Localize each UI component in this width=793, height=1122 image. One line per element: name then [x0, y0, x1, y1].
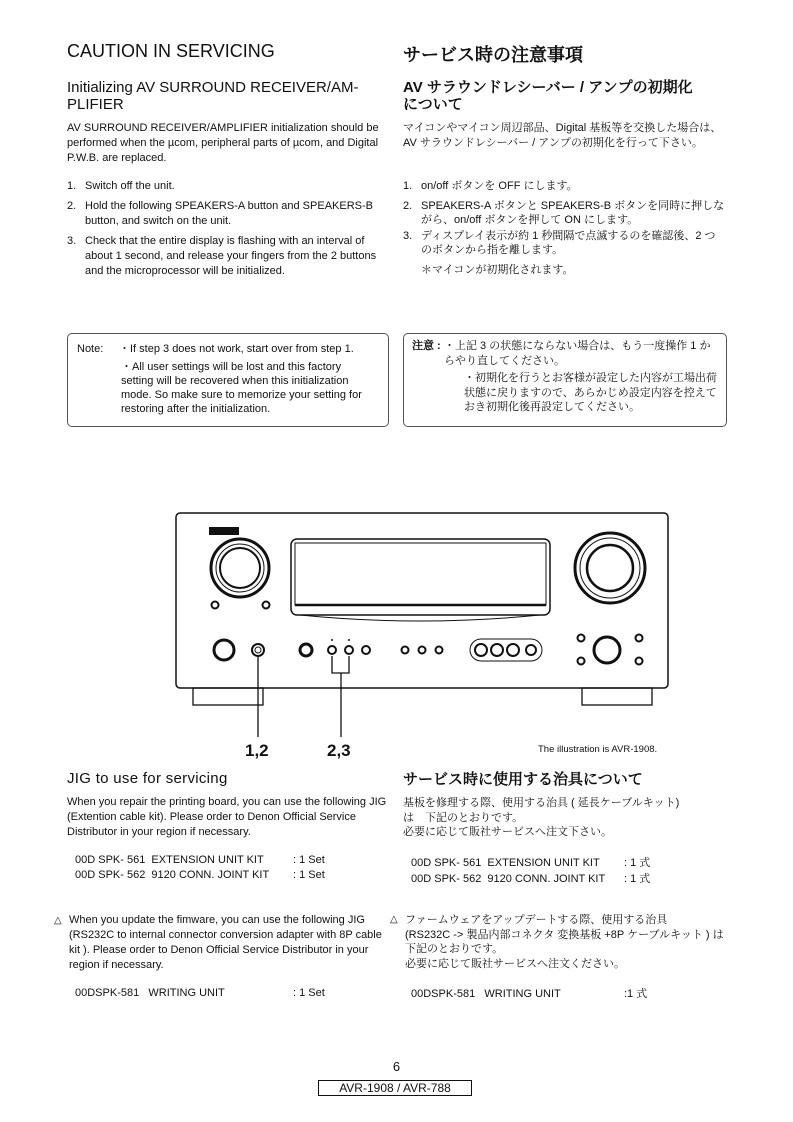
step-text: ディスプレイ表示が約 1 秒間隔で点滅するのを確認後、2 つのボタンから指を離します。 [421, 229, 716, 256]
page-number: 6 [392, 1059, 401, 1074]
kit-item [75, 853, 325, 868]
kit-item [411, 987, 647, 1002]
kit-item [411, 871, 650, 887]
steps-list [67, 179, 389, 284]
kit-qty: : 1 式 [624, 873, 651, 885]
note-item: ・All user settings will be lost and this factory setting will be recovered when this initialization mode. So make sure to memorize your setting for restoring after the initialization. [121, 361, 362, 415]
firmware-note-ja [390, 913, 728, 971]
note-item: ・If step 3 does not work, start over from step 1. [119, 343, 354, 355]
subtitle-line: Initializing AV SURROUND RECEIVER/AM- [67, 79, 359, 96]
steps-list-ja [403, 179, 725, 277]
step-text: on/off ボタンを OFF にします。 [421, 180, 578, 192]
kit-code: 00D SPK- 562 9120 CONN. JOINT KIT [75, 869, 270, 881]
kit-code: 00D SPK- 561 EXTENSION UNIT KIT [411, 857, 600, 869]
kit-qty: : 1 Set [293, 869, 325, 881]
kit-list [75, 853, 325, 883]
callout-label: 1,2 [245, 741, 269, 760]
subtitle-line: AV サラウンドレシーバー / アンプの初期化 [403, 79, 693, 96]
step-item [67, 234, 389, 279]
step-item [403, 179, 725, 194]
step-text: SPEAKERS-A ボタンと SPEAKERS-B ボタンを同時に押しながら、on/off ボタンを押して ON にします。 [421, 199, 725, 226]
step-number: 2. [67, 200, 77, 212]
section-title: CAUTION IN SERVICING [67, 41, 275, 61]
step-number: 1. [67, 180, 77, 192]
subtitle-line: について [403, 96, 463, 113]
step-item [403, 199, 725, 228]
denon-logo [209, 527, 239, 535]
text-line: (RS232C -> 製品内部コネクタ 変換基板 +8P ケーブルキット ) は下記のとおりです。 [405, 928, 724, 955]
note-item: ・上記 3 の状態にならない場合は、もう一度操作 1 からやり直してください。 [444, 340, 711, 367]
step-text: Check that the entire display is flashing with an interval of about 1 second, and release your fingers from the 2 buttons and the microprocessor will be initialized. [85, 235, 377, 277]
step-number: 1. [403, 180, 413, 192]
callout-lines [258, 656, 349, 737]
subsection-title [67, 79, 397, 113]
volume-knob [575, 533, 645, 603]
step-text: Switch off the unit. [85, 180, 175, 192]
step-number: 3. [403, 229, 413, 242]
intro-paragraph: AV SURROUND RECEIVER/AMPLIFIER initialization should be performed when the µcom, peripheral parts of µcom, and Digital P.W.B. are replaced. [67, 122, 379, 164]
intro-paragraph-ja: マイコンやマイコン周辺部品、Digital 基板等を交換した場合は、AV サラウンドレシーバー / アンプの初期化を行って下さい。 [403, 122, 722, 149]
kit-item [411, 855, 650, 871]
kit-code: 00D SPK- 561 EXTENSION UNIT KIT [75, 854, 264, 866]
kit-qty: : 1 Set [293, 987, 325, 999]
firmware-note [54, 913, 390, 973]
step-number: 3. [67, 235, 77, 247]
step-text: Hold the following SPEAKERS-A button and SPEAKERS-B button, and switch on the unit. [85, 200, 373, 227]
jig-paragraph: When you repair the printing board, you can use the following JIG (Extention cable kit). Please order to Denon Official Service Distributor in your region if necessary. [67, 796, 387, 838]
kit-code: 00DSPK-581 WRITING UNIT [75, 987, 225, 999]
receiver-foot [582, 688, 652, 705]
model-label: AVR-1908 / AVR-788 [318, 1080, 472, 1096]
kit-qty: : 1 Set [293, 854, 325, 866]
receiver-foot [193, 688, 263, 705]
kit-code: 00DSPK-581 WRITING UNIT [411, 988, 561, 1000]
text-line: 基板を修理する際、使用する治具 ( 延長ケーブルキット) [403, 797, 680, 809]
display-window [291, 539, 550, 621]
note-box-ja [403, 333, 727, 427]
text-line: ファームウェアをアップデートする際、使用する治具 [405, 914, 668, 926]
kit-code: 00D SPK- 562 9120 CONN. JOINT KIT [411, 873, 606, 885]
note-item: ・初期化を行うとお客様が設定した内容が工場出荷状態に戻りますので、あらかじめ設定内容を控えておき初期化後再設定してください。 [464, 372, 717, 413]
step-item [67, 179, 389, 194]
subtitle-line: PLIFIER [67, 96, 124, 113]
subsection-title-ja [403, 79, 733, 113]
step-item [403, 229, 725, 258]
kit-qty: :1 式 [624, 988, 648, 1000]
text-line: 必要に応じて販社サービスへ注文下さい。 [403, 826, 612, 838]
step-item [67, 199, 389, 229]
firmware-paragraph: When you update the fimware, you can use the following JIG (RS232C to internal connector conversion adapter with 8P cable kit ). Please order to Denon Official Service Distributor in your region if necessary. [69, 914, 382, 971]
note-box [67, 333, 389, 427]
callout-label: 2,3 [327, 741, 351, 760]
text-line: 必要に応じて販社サービスへ注文ください。 [405, 957, 625, 970]
receiver-illustration [170, 505, 680, 765]
warning-triangle-icon: △ [54, 915, 62, 926]
note-label: 注意 : [412, 340, 441, 352]
jig-paragraph-ja [403, 796, 733, 840]
jig-title: JIG to use for servicing [67, 770, 228, 787]
input-selector-knob [211, 539, 269, 597]
step-note: ＊マイコンが初期化されます。 [421, 263, 574, 276]
section-title-ja: サービス時の注意事項 [403, 45, 583, 65]
note-label: Note: [77, 343, 104, 355]
figure-caption: The illustration is AVR-1908. [538, 744, 658, 755]
kit-item [75, 986, 325, 1001]
text-line: は 下記のとおりです。 [403, 811, 524, 824]
kit-qty: : 1 式 [624, 857, 651, 869]
jig-title-ja: サービス時に使用する治具について [403, 771, 643, 788]
kit-item [75, 868, 325, 883]
step-number: 2. [403, 199, 413, 212]
warning-triangle-icon: △ [390, 914, 398, 925]
kit-list-ja [411, 855, 650, 887]
